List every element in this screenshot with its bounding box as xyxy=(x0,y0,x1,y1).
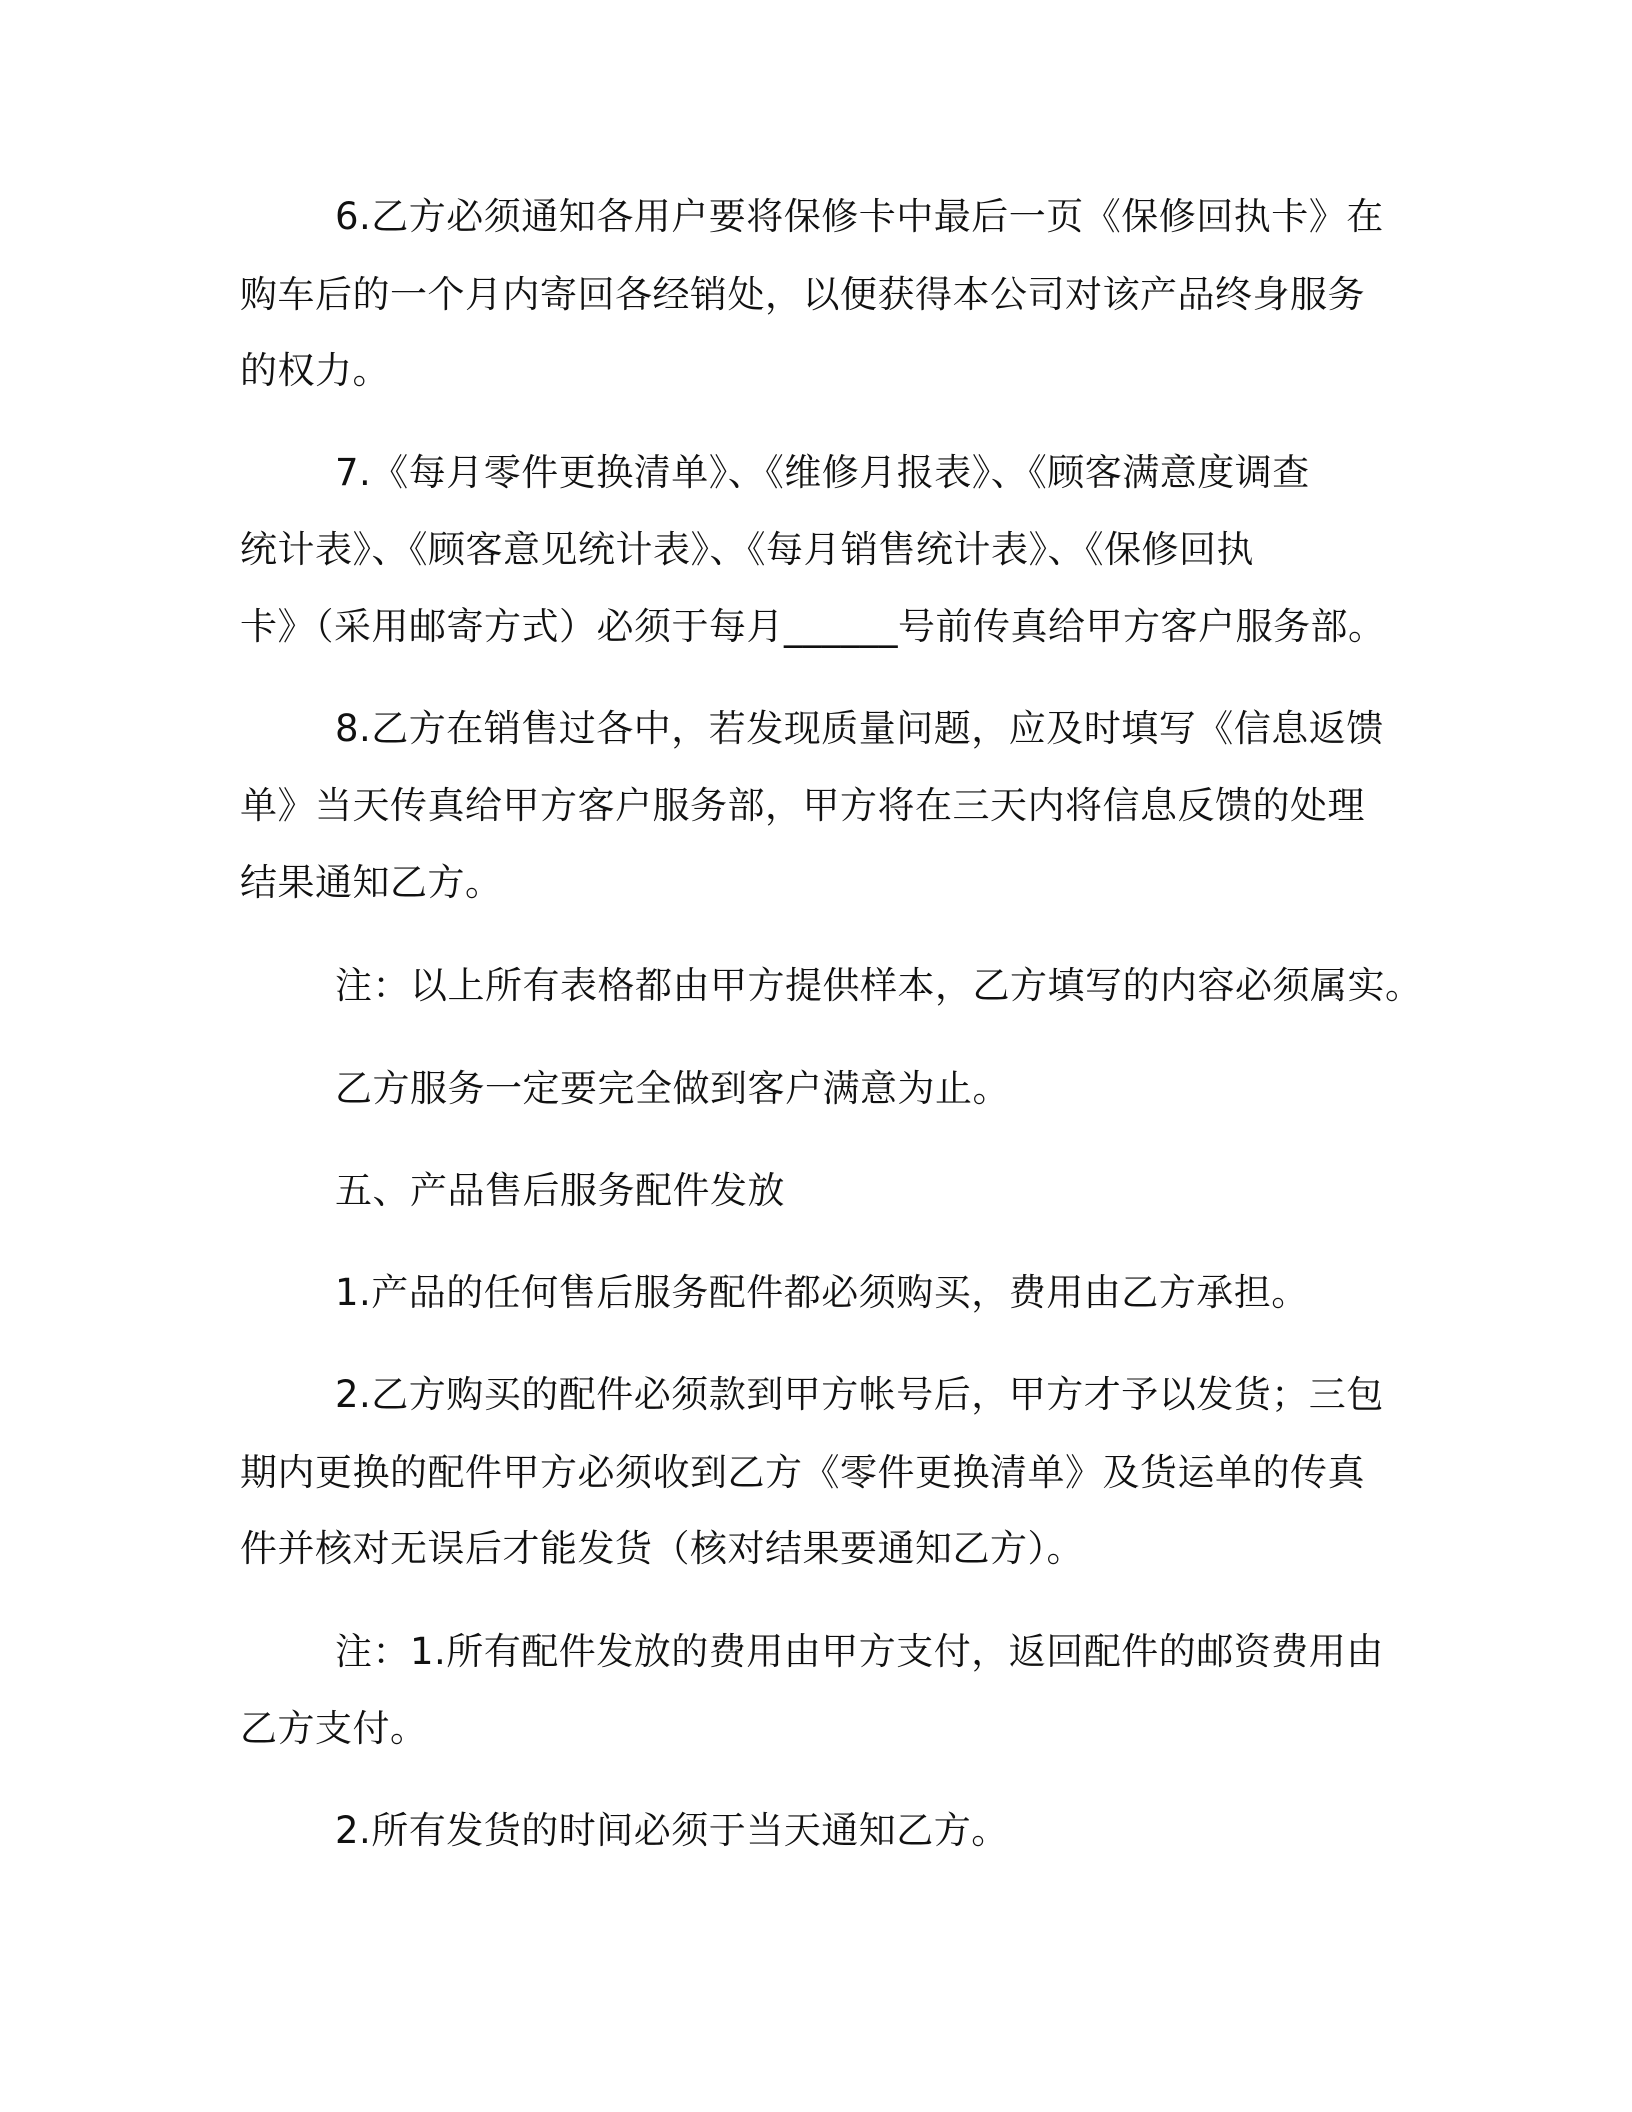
section-5-item-2-line-1: 2.乙方购买的配件必须款到甲方帐号后，甲方才予以发货；三包 xyxy=(335,1373,1384,1416)
note-2-line-1: 注：1.所有配件发放的费用由甲方支付，返回配件的邮资费用由 xyxy=(335,1630,1384,1673)
section-5-item-2-line-2: 期内更换的配件甲方必须收到乙方《零件更换清单》及货运单的传真 xyxy=(240,1451,1365,1494)
paragraph-6-line-1: 6.乙方必须通知各用户要将保修卡中最后一页《保修回执卡》在 xyxy=(335,195,1384,238)
paragraph-6-line-2: 购车后的一个月内寄回各经销处，以便获得本公司对该产品终身服务 xyxy=(240,273,1365,316)
paragraph-8-line-1: 8.乙方在销售过各中，若发现质量问题，应及时填写《信息返馈 xyxy=(335,707,1384,750)
section-5-heading: 五、产品售后服务配件发放 xyxy=(335,1169,785,1212)
paragraph-7-line-1: 7.《每月零件更换清单》、《维修月报表》、《顾客满意度调查 xyxy=(335,451,1310,494)
paragraph-7-line-2: 统计表》、《顾客意见统计表》、《每月销售统计表》、《保修回执 xyxy=(240,528,1254,571)
paragraph-8-line-3: 结果通知乙方。 xyxy=(240,861,503,904)
paragraph-6-line-3: 的权力。 xyxy=(240,349,390,392)
section-5-item-1: 1.产品的任何售后服务配件都必须购买，费用由乙方承担。 xyxy=(335,1271,1309,1314)
paragraph-7-line-3: 卡》（采用邮寄方式）必须于每月______号前传真给甲方客户服务部。 xyxy=(240,605,1386,648)
note-2-item-2: 2.所有发货的时间必须于当天通知乙方。 xyxy=(335,1809,1009,1852)
section-5-item-2-line-3: 件并核对无误后才能发货（核对结果要通知乙方）。 xyxy=(240,1527,1084,1570)
note-2-line-2: 乙方支付。 xyxy=(240,1707,428,1750)
note-1-continued: 乙方服务一定要完全做到客户满意为止。 xyxy=(335,1067,1010,1110)
paragraph-8-line-2: 单》当天传真给甲方客户服务部，甲方将在三天内将信息反馈的处理 xyxy=(240,784,1365,827)
note-1: 注：以上所有表格都由甲方提供样本，乙方填写的内容必须属实。 xyxy=(335,964,1423,1007)
